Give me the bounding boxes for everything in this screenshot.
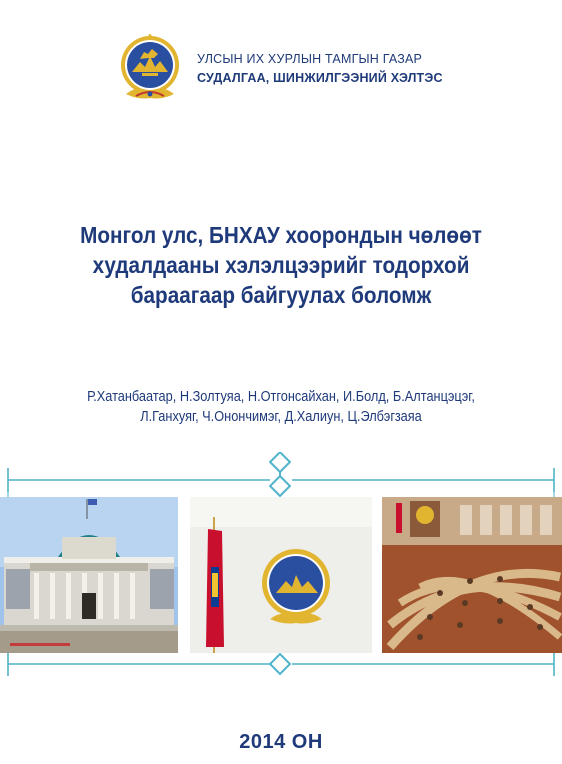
diamond-ornament-bottom [270,654,290,674]
emblem-and-flag-photo [190,497,372,653]
authors-line-1: Р.Хатанбаатар, Н.Золтуяа, Н.Отгонсайхан, И.Болд, Б.Алтанцэцэг, [87,389,475,405]
title-line-2: худалдааны хэлэлцээрийг тодорхой [92,252,470,278]
title-line-3: бараагаар байгуулах боломж [130,282,432,308]
photo-strip [0,497,562,653]
title-line-1: Монгол улс, БНХАУ хоорондын чөлөөт [80,222,482,248]
authors [10,387,552,427]
diamond-ornament-top [270,452,290,496]
mongolia-state-emblem-icon [118,34,182,104]
header [118,34,538,106]
parliament-hall-photo [382,497,562,653]
government-palace-photo [0,497,178,653]
document-title [20,220,542,310]
publication-year: 2014 ОН [239,731,323,753]
authors-line-2: Л.Ганхуяг, Ч.Онончимэг, Д.Халиун, Ц.Элбэгзаяа [140,409,422,425]
department-name: СУДАЛГАА, ШИНЖИЛГЭЭНИЙ ХЭЛТЭС [197,71,443,85]
organization-name: УЛСЫН ИХ ХУРЛЫН ТАМГЫН ГАЗАР [197,52,423,66]
